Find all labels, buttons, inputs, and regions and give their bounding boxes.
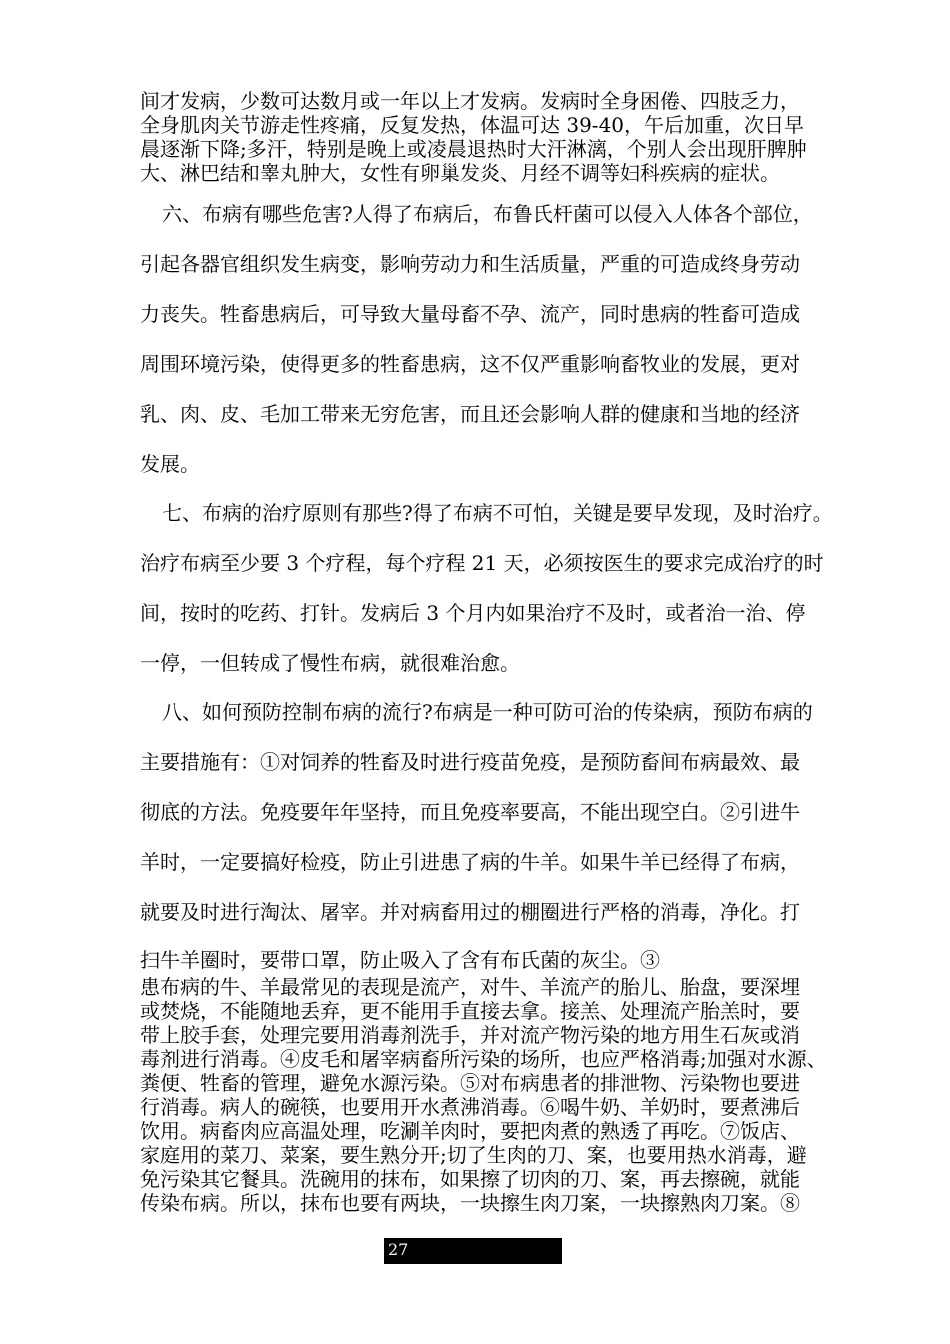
text-line: 主要措施有：①对饲养的牲畜及时进行疫苗免疫，是预防畜间布病最效、最: [140, 750, 800, 774]
text-line: 间才发病，少数可达数月或一年以上才发病。发病时全身困倦、四肢乏力，: [140, 89, 800, 113]
text-line: 就要及时进行淘汰、屠宰。并对病畜用过的棚圈进行严格的消毒，净化。打: [140, 900, 800, 924]
text-line: 引起各器官组织发生病变，影响劳动力和生活质量，严重的可造成终身劳动: [140, 252, 800, 276]
text-line: 发展。: [140, 452, 200, 476]
text-line: 六、布病有哪些危害?人得了布病后，布鲁氏杆菌可以侵入人体各个部位，: [162, 202, 813, 226]
text-line: 羊时，一定要搞好检疫，防止引进患了病的牛羊。如果牛羊已经得了布病，: [140, 850, 800, 874]
text-line: 治疗布病至少要 3 个疗程，每个疗程 21 天，必须按医生的要求完成治疗的时: [140, 551, 824, 575]
page-number: 27: [388, 1240, 409, 1259]
text-line: 晨逐渐下降;多汗，特别是晚上或凌晨退热时大汗淋漓，个别人会出现肝脾肿: [140, 137, 807, 161]
text-line: 八、如何预防控制布病的流行?布病是一种可防可治的传染病，预防布病的: [162, 700, 813, 724]
text-line: 家庭用的菜刀、菜案，要生熟分开;切了生肉的刀、案，也要用热水消毒，避: [140, 1143, 807, 1167]
text-line: 彻底的方法。免疫要年年坚持，而且免疫率要高，不能出现空白。②引进牛: [140, 800, 800, 824]
text-line: 传染布病。所以，抹布也要有两块，一块擦生肉刀案，一块擦熟肉刀案。⑧: [140, 1191, 800, 1215]
text-line: 扫牛羊圈时，要带口罩，防止吸入了含有布氏菌的灰尘。③: [140, 948, 660, 972]
text-line: 或焚烧，不能随地丢弃，更不能用手直接去拿。接羔、处理流产胎羔时，要: [140, 999, 800, 1023]
text-line: 带上胶手套，处理完要用消毒剂洗手，并对流产物污染的地方用生石灰或消: [140, 1023, 800, 1047]
page-number-bar: [384, 1238, 562, 1264]
text-line: 大、淋巴结和睾丸肿大，女性有卵巢发炎、月经不调等妇科疾病的症状。: [140, 161, 780, 185]
text-line: 力丧失。牲畜患病后，可导致大量母畜不孕、流产，同时患病的牲畜可造成: [140, 302, 800, 326]
text-line: 患布病的牛、羊最常见的表现是流产，对牛、羊流产的胎儿、胎盘，要深埋: [140, 975, 800, 999]
text-line: 粪便、牲畜的管理，避免水源污染。⑤对布病患者的排泄物、污染物也要进: [140, 1071, 800, 1095]
text-line: 一停，一但转成了慢性布病，就很难治愈。: [140, 651, 520, 675]
text-line: 周围环境污染，使得更多的牲畜患病，这不仅严重影响畜牧业的发展，更对: [140, 352, 800, 376]
text-line: 毒剂进行消毒。④皮毛和屠宰病畜所污染的场所，也应严格消毒;加强对水源、: [140, 1047, 827, 1071]
text-line: 乳、肉、皮、毛加工带来无穷危害，而且还会影响人群的健康和当地的经济: [140, 402, 800, 426]
text-line: 间，按时的吃药、打针。发病后 3 个月内如果治疗不及时，或者治一治、停: [140, 601, 806, 625]
text-line: 七、布病的治疗原则有那些?得了布病不可怕，关键是要早发现，及时治疗。: [162, 501, 833, 525]
text-line: 全身肌肉关节游走性疼痛，反复发热，体温可达 39-40，午后加重，次日早: [140, 113, 805, 137]
text-line: 行消毒。病人的碗筷，也要用开水煮沸消毒。⑥喝牛奶、羊奶时，要煮沸后: [140, 1095, 800, 1119]
text-line: 饮用。病畜肉应高温处理，吃涮羊肉时，要把肉煮的熟透了再吃。⑦饭店、: [140, 1119, 800, 1143]
text-line: 免污染其它餐具。洗碗用的抹布，如果擦了切肉的刀、案，再去擦碗，就能: [140, 1167, 800, 1191]
